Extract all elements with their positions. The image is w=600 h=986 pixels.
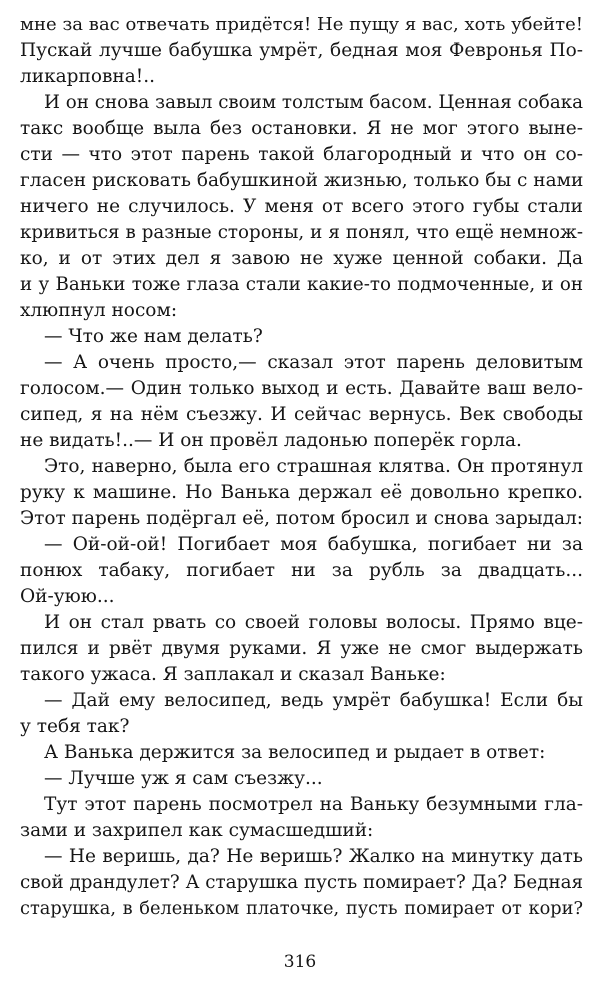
text-line: ничего не случилось. У меня от всего этого губы стали xyxy=(20,196,583,217)
text-line: кривиться в разные стороны, и я понял, что ещё немнож- xyxy=(20,222,583,243)
text-line: пился и рвёт двумя руками. Я уже не смог выдержать xyxy=(20,638,583,659)
text-line: Ой-уюю... xyxy=(20,586,115,607)
text-line: не видать!..— И он провёл ладонью поперёк горла. xyxy=(20,430,522,451)
text-line: ко, и от этих дел я завою не хуже ценной собаки. Да xyxy=(20,248,583,269)
text-line: голосом.— Один только выход и есть. Давайте ваш вело- xyxy=(20,378,583,399)
text-line: сипед, я на нём съезжу. И сейчас вернусь. Век свободы xyxy=(20,404,583,425)
text-line: Этот парень подёргал её, потом бросил и снова зарыдал: xyxy=(20,508,583,529)
text-line: свой драндулет? А старушка пусть помирает? Да? Бедная xyxy=(20,872,583,893)
text-line: такого ужаса. Я заплакал и сказал Ваньке: xyxy=(20,664,446,685)
text-line: зами и захрипел как сумасшедший: xyxy=(20,820,374,841)
text-line: — Что же нам делать? xyxy=(44,326,263,347)
text-line: у тебя так? xyxy=(20,716,130,737)
text-line: сти — что этот парень такой благородный и что он со- xyxy=(20,144,583,165)
text-line: — Не веришь, да? Не веришь? Жалко на минутку дать xyxy=(44,846,583,867)
text-line: — А очень просто,— сказал этот парень деловитым xyxy=(44,352,583,373)
text-line: мне за вас отвечать придётся! Не пущу я вас, хоть убейте! xyxy=(20,14,583,35)
text-line: старушка, в беленьком платочке, пусть помирает от кори? xyxy=(20,899,583,919)
text-line: — Ой-ой-ой! Погибает моя бабушка, погибает ни за xyxy=(44,534,583,555)
text-line: А Ванька держится за велосипед и рыдает в ответ: xyxy=(44,742,546,763)
text-line: — Лучше уж я сам съезжу... xyxy=(44,768,323,789)
text-line: Тут этот парень посмотрел на Ваньку безумными гла- xyxy=(44,794,583,815)
text-line: И он снова завыл своим толстым басом. Ценная собака xyxy=(44,92,583,113)
text-line: Пускай лучше бабушка умрёт, бедная моя Февронья По- xyxy=(20,40,583,61)
text-line: и у Ваньки тоже глаза стали какие-то подмоченные, и он xyxy=(20,274,583,295)
text-line: — Дай ему велосипед, ведь умрёт бабушка! Если бы xyxy=(44,690,583,711)
text-line: ликарповна!.. xyxy=(20,66,155,87)
text-line: Это, наверно, была его страшная клятва. Он протянул xyxy=(44,456,583,477)
page-number: 316 xyxy=(283,952,317,972)
text-line: И он стал рвать со своей головы волосы. Прямо вце- xyxy=(44,612,583,633)
text-line: такс вообще выла без остановки. Я не мог этого выне- xyxy=(20,118,583,139)
text-line: понюх табаку, погибает ни за рубль за двадцать... xyxy=(20,560,583,581)
text-line: хлюпнул носом: xyxy=(20,300,178,321)
text-line: гласен рисковать бабушкиной жизнью, только бы с нами xyxy=(20,170,583,191)
body-text xyxy=(20,12,583,922)
text-line: руку к машине. Но Ванька держал её довольно крепко. xyxy=(20,482,583,503)
